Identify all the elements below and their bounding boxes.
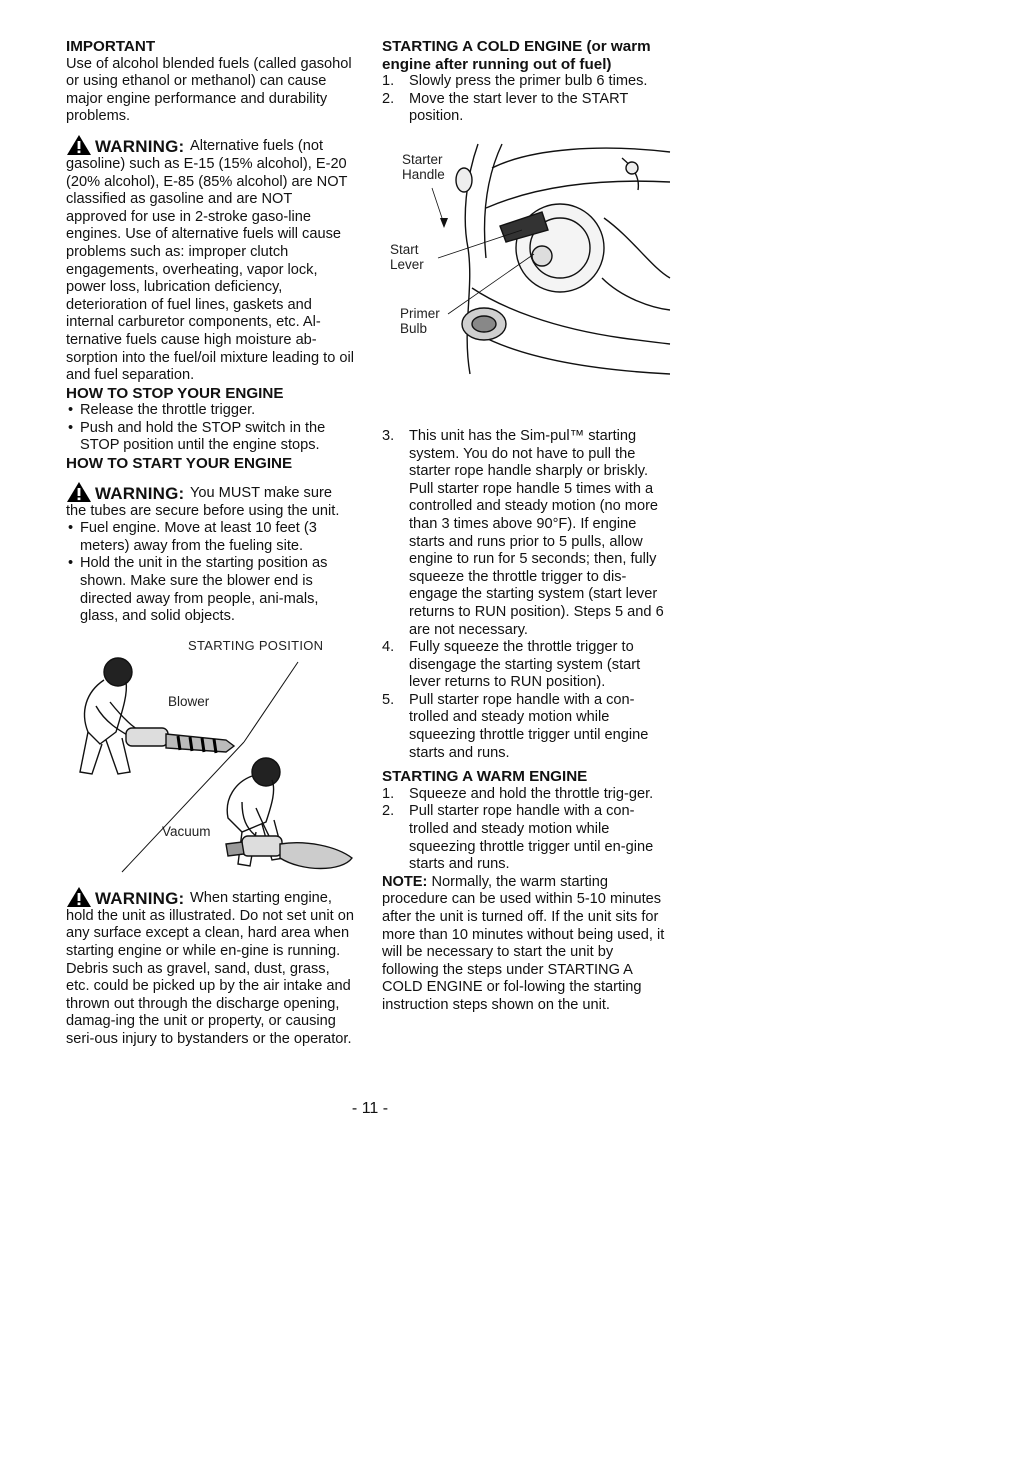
note-text: Normally, the warm starting procedure can be used within 5-10 minutes after the unit is turned off. If the unit sits for more than 10 minutes without being used, it will be necessary to start the unit by following the steps under STARTING A COLD ENGINE or fol-lowing the starting instruction steps shown on the unit. [382, 873, 665, 1013]
warning-triangle-icon [66, 886, 92, 908]
list-item: 1. Slowly press the primer bulb 6 times. [382, 73, 648, 90]
warning-1-text: Alternative fuels (not gasoline) such as E-15 (15% alcohol), E-20 (20% alcohol), E-85 (85% alcohol) are NOT classified as gasoline and are NOT approved for use in 2-stroke gaso-line engines. Use of alternative fuels will cause problems such as: improper clutch engagements, overheating, vapor lock, power loss, lubrication deficiency, deterioration of fuel lines, gaskets and internal carburetor components, etc. Al-ternative fuels cause high moisture ab-sorption into the fuel/oil mixture leading to oil and fuel separation. [66, 138, 354, 384]
warning-2-text: You MUST make sure the tubes are secure before using the unit. [66, 485, 340, 519]
start-engine-heading: HOW TO START YOUR ENGINE [66, 455, 293, 473]
start-engine-list [66, 520, 356, 626]
warm-engine-steps [382, 786, 674, 874]
warning-1-label: WARNING: [95, 137, 185, 157]
list-item: 2. Move the start lever to the START position. [382, 90, 628, 125]
cold-engine-steps-b [382, 428, 674, 762]
starting-position-illustration [66, 632, 356, 882]
warm-engine-heading: STARTING A WARM ENGINE [382, 768, 588, 786]
list-item: • Release the throttle trigger. [66, 402, 356, 420]
cold-engine-heading: STARTING A COLD ENGINE (or warm engine after running out of fuel) [382, 38, 651, 73]
list-item: • Fuel engine. Move at least 10 feet (3 meters) away from the fueling site. [66, 520, 356, 555]
warning-3-text: When starting engine, hold the unit as illustrated. Do not set unit on any surface except a clean, hard area when starting engine or while en-gine is running. Debris such as gravel, sand, dust, grass, etc. could be picked up by the air intake and thrown out through the discharge opening, damag-ing the unit or property, or causing seri-ous injury to bystanders or the operator. [66, 890, 354, 1047]
stop-engine-list [66, 402, 356, 455]
starter-handle-label: Starter Handle [402, 151, 445, 182]
warning-triangle-icon [66, 134, 92, 156]
starter-figure [382, 138, 674, 398]
figure-title: STARTING POSITION [188, 637, 324, 653]
warning-2-label: WARNING: [95, 484, 185, 504]
cold-engine-steps-a [382, 73, 674, 126]
list-item: 5. Pull starter rope handle with a con-trolled and steady motion while squeezing throttle trigger until engine starts and runs. [382, 691, 649, 761]
start-lever-label: Start Lever [390, 241, 424, 272]
list-item: • Hold the unit in the starting position as shown. Make sure the blower end is directed away from people, ani-mals, glass, and solid objects. [66, 555, 356, 625]
vacuum-label: Vacuum [162, 823, 211, 839]
starting-position-figure [66, 632, 356, 882]
list-item: 1. Squeeze and hold the throttle trig-ger. [382, 785, 654, 802]
warning-triangle-icon [66, 481, 92, 503]
warning-3-label: WARNING: [95, 889, 185, 909]
primer-bulb-label: Primer Bulb [400, 305, 440, 336]
blower-label: Blower [168, 693, 210, 709]
left-column [66, 38, 356, 1049]
list-item: 3. This unit has the Sim-pul™ starting system. You do not have to pull the starter rope handle sharply or briskly. Pull starter rope handle 5 times with a controlled and steady motion (no more than 3 times above 90°F). If engine starts and runs prior to 5 pulls, allow engine to run for 5 seconds; then, fully squeeze the throttle trigger to dis-engage the starting system (start lever returns to RUN position). Steps 5 and 6 are not necessary. [382, 427, 664, 638]
list-item: 2. Pull starter rope handle with a con-trolled and steady motion while squeezing throttle trigger until en-gine starts and runs. [382, 803, 654, 873]
page-number: - 11 - [351, 1100, 389, 1117]
list-item: • Push and hold the STOP switch in the STOP position until the engine stops. [66, 420, 356, 455]
important-heading: IMPORTANT [66, 38, 156, 55]
note-label: NOTE: [382, 873, 428, 890]
list-item: 4. Fully squeeze the throttle trigger to disengage the starting system (start lever returns to RUN position). [382, 639, 641, 691]
note-paragraph [382, 874, 674, 1015]
right-column [382, 38, 674, 1015]
stop-engine-heading: HOW TO STOP YOUR ENGINE [66, 384, 284, 402]
engine-illustration [382, 138, 674, 398]
important-text: Use of alcohol blended fuels (called gasohol or using ethanol or methanol) can cause major engine performance and durability problems. [66, 55, 352, 125]
